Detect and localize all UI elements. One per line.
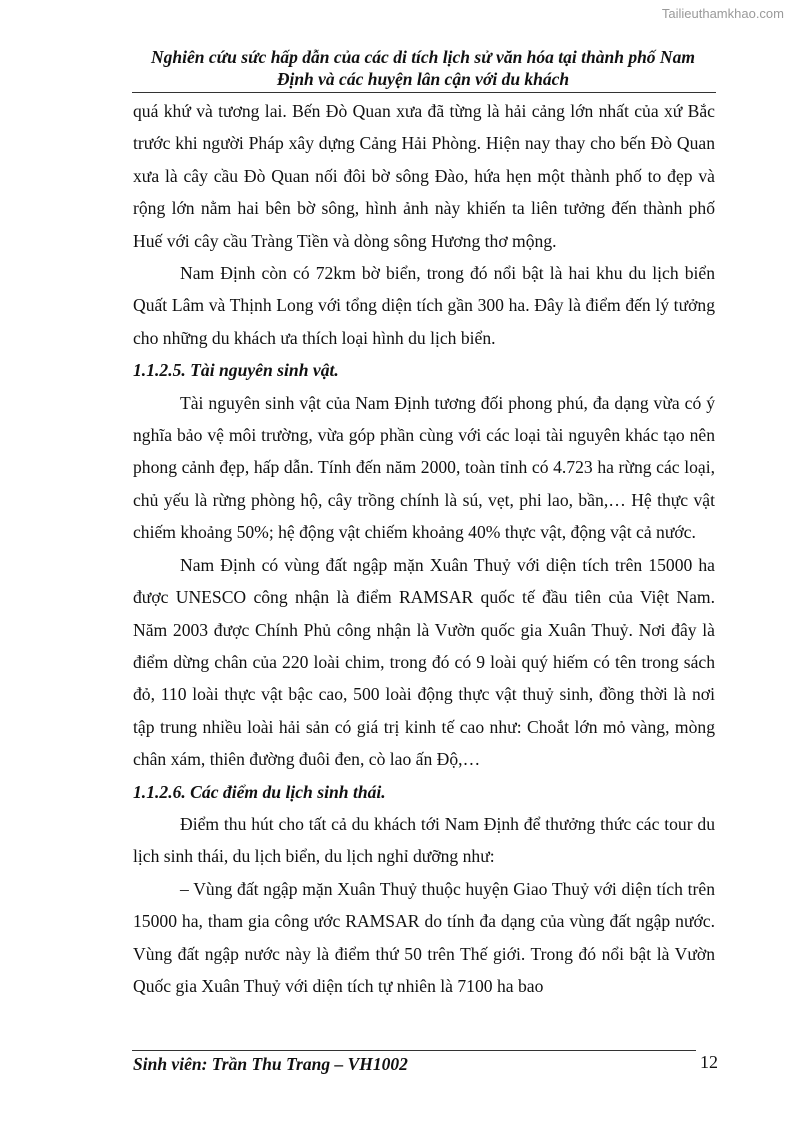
paragraph: – Vùng đất ngập mặn Xuân Thuỷ thuộc huyện Giao Thuỷ với diện tích trên 15000 ha, tham gia công ước RAMSAR do tính đa dạng của vùng đất ngập nước. Vùng đất ngập nước này là điểm thứ 50 trên Thế giới. Trong đó nổi bật là Vườn Quốc gia Xuân Thuỷ với diện tích tự nhiên là 7100 ha bao [133, 878, 715, 996]
page-header [132, 46, 714, 90]
footer-divider [132, 1050, 696, 1051]
footer-student: Sinh viên: Trần Thu Trang – VH1002 [133, 1054, 408, 1074]
paragraph: Nam Định còn có 72km bờ biển, trong đó nổi bật là hai khu du lịch biển Quất Lâm và Thịnh Long với tổng diện tích gần 300 ha. Đây là điểm đến lý tưởng cho những du khách ưa thích loại hình du lịch biển. [133, 263, 715, 348]
paragraph: Nam Định có vùng đất ngập mặn Xuân Thuỷ với diện tích trên 15000 ha được UNESCO công nhận là điểm RAMSAR quốc tế đầu tiên của Việt Nam. Năm 2003 được Chính Phủ công nhận là Vườn quốc gia Xuân Thuỷ. Nơi đây là điểm dừng chân của 220 loài chim, trong đó có 9 loài quý hiếm có tên trong sách đỏ, 110 loài thực vật bậc cao, 500 loài động thực vật thuỷ sinh, đồng thời là nơi tập trung nhiều loài hải sản có giá trị kinh tế cao như: Choắt lớn mỏ vàng, mòng chân xám, thiên đường đuôi đen, cò lao ấn Độ,… [133, 554, 715, 770]
header-line-2: Định và các huyện lân cận với du khách [276, 69, 570, 89]
page-number: 12 [700, 1052, 718, 1072]
section-heading: 1.1.2.5. Tài nguyên sinh vật. [133, 360, 339, 381]
watermark: Tailieuthamkhao.com [661, 6, 784, 21]
paragraph: quá khứ và tương lai. Bến Đò Quan xưa đã từng là hải cảng lớn nhất của xứ Bắc trước khi người Pháp xây dựng Cảng Hải Phòng. Hiện nay thay cho bến Đò Quan xưa là cây cầu Đò Quan nối đôi bờ sông Đào, hứa hẹn một thành phố to đẹp và rộng lớn nằm hai bên bờ sông, hình ảnh này khiến ta liên tưởng đến thành phố Huế với cây cầu Tràng Tiền và dòng sông Hương thơ mộng. [133, 101, 715, 251]
paragraph: Điểm thu hút cho tất cả du khách tới Nam Định để thưởng thức các tour du lịch sinh thái, du lịch biển, du lịch nghỉ dưỡng như: [133, 813, 715, 867]
paragraph: Tài nguyên sinh vật của Nam Định tương đối phong phú, đa dạng vừa có ý nghĩa bảo vệ môi trường, vừa góp phần cùng với các loại tài nguyên khác tạo nên phong cảnh đẹp, hấp dẫn. Tính đến năm 2000, toàn tỉnh có 4.723 ha rừng các loại, chủ yếu là rừng phòng hộ, cây trồng chính là sú, vẹt, phi lao, bần,… Hệ thực vật chiếm khoảng 50%; hệ động vật chiếm khoảng 40% thực vật, động vật cả nước. [133, 392, 715, 543]
section-heading: 1.1.2.6. Các điểm du lịch sinh thái. [133, 781, 386, 802]
header-divider [132, 92, 716, 93]
header-line-1: Nghiên cứu sức hấp dẫn của các di tích lịch sử văn hóa tại thành phố Nam [151, 47, 695, 67]
page-body [133, 95, 715, 1002]
